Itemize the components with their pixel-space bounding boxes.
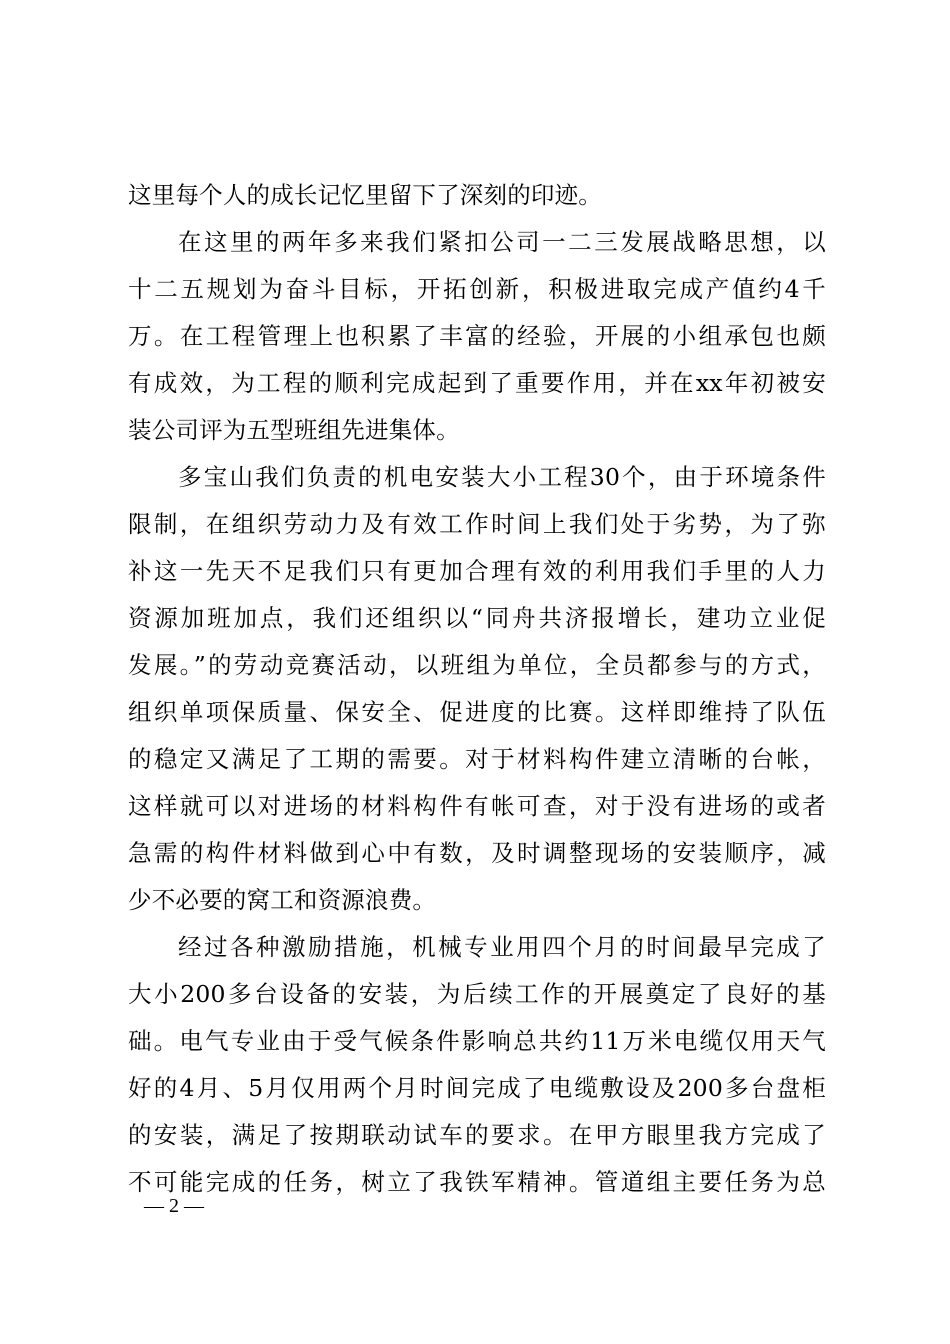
text-line: 发展。”的劳动竞赛活动，以班组为单位，全员都参与的方式， xyxy=(128,651,826,679)
text-line: 不可能完成的任务，树立了我铁军精神。管道组主要任务为总 xyxy=(128,1168,826,1196)
text-line: 有成效，为工程的顺利完成起到了重要作用，并在xx年初被安 xyxy=(128,369,826,397)
text-line: 这里每个人的成长记忆里留下了深刻的印迹。 xyxy=(128,181,602,209)
text-line: 少不必要的窝工和资源浪费。 xyxy=(128,886,437,914)
text-line: 补这一先天不足我们只有更加合理有效的利用我们手里的人力 xyxy=(128,557,826,585)
text-line: 装公司评为五型班组先进集体。 xyxy=(128,416,460,444)
text-line: 的安装，满足了按期联动试车的要求。在甲方眼里我方完成了 xyxy=(128,1121,826,1149)
text-line: 大小200多台设备的安装，为后续工作的开展奠定了良好的基 xyxy=(128,980,826,1008)
text-line: 急需的构件材料做到心中有数，及时调整现场的安装顺序，减 xyxy=(128,839,826,867)
text-line: 这样就可以对进场的材料构件有帐可查，对于没有进场的或者 xyxy=(128,792,826,820)
text-line: 多宝山我们负责的机电安装大小工程30个，由于环境条件 xyxy=(178,463,826,491)
text-line: 组织单项保质量、保安全、促进度的比赛。这样即维持了队伍 xyxy=(128,698,826,726)
text-line: 好的4月、5月仅用两个月时间完成了电缆敷设及200多台盘柜 xyxy=(128,1074,826,1102)
body-text xyxy=(128,172,826,1206)
text-line: 在这里的两年多来我们紧扣公司一二三发展战略思想，以 xyxy=(178,228,826,256)
page-number: — 2 — xyxy=(144,1195,204,1217)
text-line: 资源加班加点，我们还组织以“同舟共济报增长，建功立业促 xyxy=(128,604,826,632)
text-line: 础。电气专业由于受气候条件影响总共约11万米电缆仅用天气 xyxy=(128,1027,826,1055)
text-line: 十二五规划为奋斗目标，开拓创新，积极进取完成产值约4千 xyxy=(128,275,826,303)
text-line: 万。在工程管理上也积累了丰富的经验，开展的小组承包也颇 xyxy=(128,322,826,350)
text-line: 经过各种激励措施，机械专业用四个月的时间最早完成了 xyxy=(178,933,826,961)
text-line: 限制，在组织劳动力及有效工作时间上我们处于劣势，为了弥 xyxy=(128,510,826,538)
text-line: 的稳定又满足了工期的需要。对于材料构件建立清晰的台帐， xyxy=(128,745,826,773)
